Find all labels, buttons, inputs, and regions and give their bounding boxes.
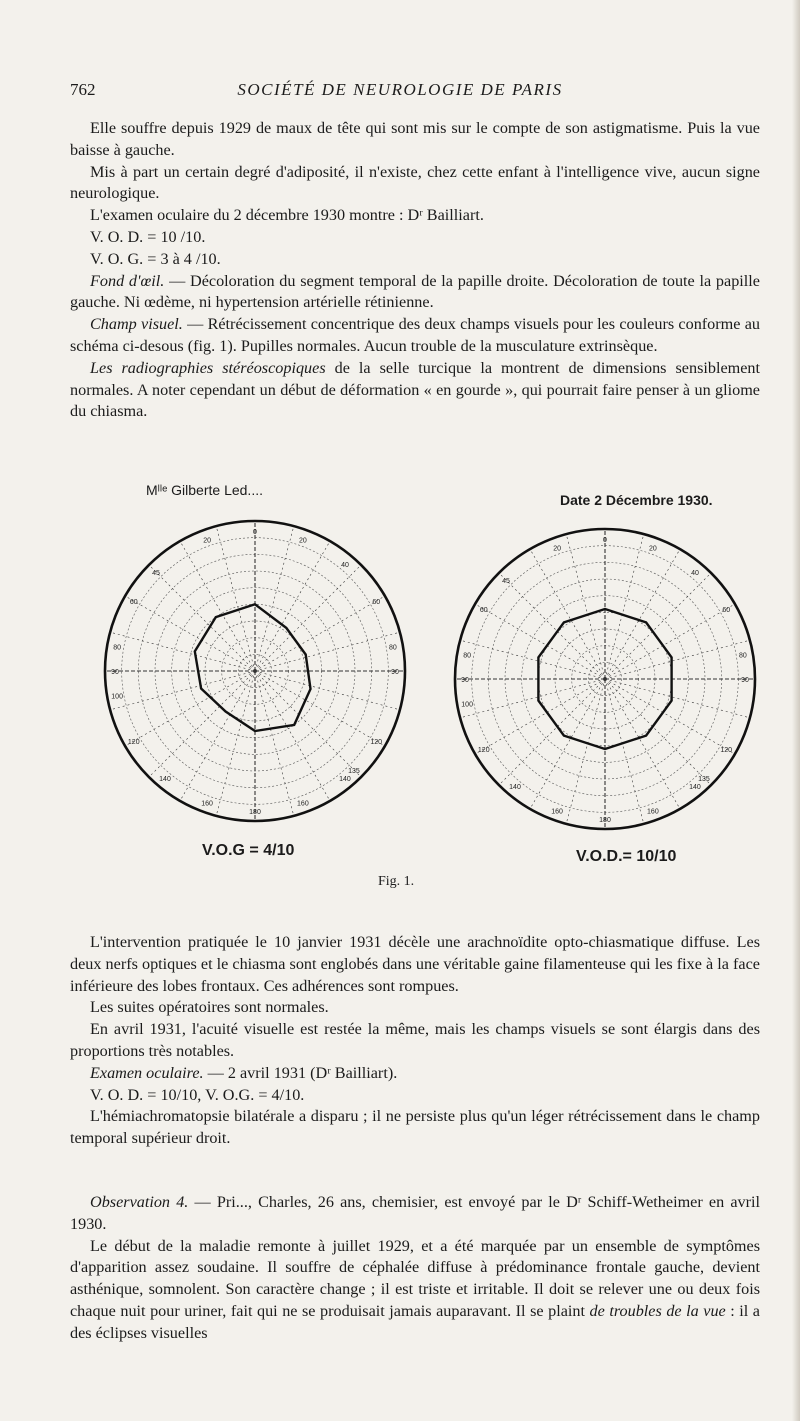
meridian-line xyxy=(216,526,255,671)
troubles-text: : il a des éclipses visuelles xyxy=(70,1301,760,1342)
meridian-line xyxy=(605,679,750,718)
paragraph: L'intervention pratiquée le 10 janvier 1931 décèle une arachnoïdite opto-chiasmatique diffuse. Les deux nerfs optiques et le chiasma sont englobés dans une véritable gaine filamenteuse qui les fixe à la face inférieure des lobes frontaux. Ces adhérences sont rompues. xyxy=(70,933,760,995)
meridian-line xyxy=(499,573,605,679)
paragraph: V. O. D. = 10 /10. xyxy=(90,227,206,246)
degree-tick-label: 90 xyxy=(741,677,749,684)
paragraph xyxy=(70,1236,760,1345)
paragraph: Elle souffre depuis 1929 de maux de tête qui sont mis sur le compte de son astigmatisme. Puis la vue baisse à gauche. xyxy=(70,119,760,159)
degree-tick-label: 160 xyxy=(297,800,309,808)
meridian-line xyxy=(255,565,361,671)
visual-field-chart-left xyxy=(90,506,420,836)
paragraph: En avril 1931, l'acuité visuelle est restée la même, mais les champs visuels se sont élargis dans des proportions très notables. xyxy=(70,1020,760,1060)
figure-visual-fields xyxy=(90,470,750,890)
degree-tick-label: 40 xyxy=(691,569,699,577)
degree-tick-label: 60 xyxy=(479,607,488,614)
champ-label: Champ visuel. xyxy=(90,315,183,334)
degree-tick-label: 40 xyxy=(341,561,349,569)
degree-tick-label: 100 xyxy=(111,693,123,701)
degree-tick-label: 45 xyxy=(502,578,510,586)
meridian-line xyxy=(460,679,605,718)
degree-tick-label: 20 xyxy=(298,537,307,545)
left-eye-acuity: V.O.G = 4/10 xyxy=(202,842,295,859)
degree-tick-label: 80 xyxy=(738,652,747,660)
degree-tick-label: 0 xyxy=(603,537,607,544)
degree-tick-label: 90 xyxy=(391,669,399,676)
degree-tick-label: 120 xyxy=(477,747,490,754)
exam-text: — 2 avril 1931 (Dʳ Bailliart). xyxy=(203,1063,398,1082)
degree-tick-label: 20 xyxy=(553,545,562,553)
degree-tick-label: 180 xyxy=(249,809,261,816)
meridian-line xyxy=(149,565,255,671)
degree-tick-label: 120 xyxy=(370,739,383,746)
fond-text: — Décoloration du segment temporal de la papille droite. Décoloration de toute la papille gauche. Ni œdème, ni hypertension artérielle rétinienne. xyxy=(70,271,760,312)
meridian-line xyxy=(605,573,711,679)
paragraph-fond xyxy=(70,271,760,315)
paragraph-radio xyxy=(70,358,760,423)
degree-tick-label: 60 xyxy=(722,607,731,614)
degree-tick-label: 140 xyxy=(689,784,701,792)
degree-tick-label: 20 xyxy=(203,537,212,545)
meridian-line xyxy=(499,679,605,785)
patient-name: Mˡˡᵉ Gilberte Led.... xyxy=(146,482,263,498)
degree-tick-label: 90 xyxy=(111,669,119,676)
page-edge-shadow xyxy=(792,0,800,1421)
text-block-top xyxy=(70,118,760,423)
degree-tick-label: 180 xyxy=(599,817,611,824)
fond-label: Fond d'œil. xyxy=(90,271,165,290)
exam-label: Examen oculaire. xyxy=(90,1063,204,1082)
degree-tick-label: 135 xyxy=(698,775,710,783)
observation-text: — Pri..., Charles, 26 ans, chemisier, est envoyé par le Dʳ Schiff-Wetheimer en avril 1930. xyxy=(70,1193,761,1233)
visual-field-chart-right xyxy=(440,514,770,844)
meridian-line xyxy=(460,640,605,679)
degree-tick-label: 20 xyxy=(648,545,657,553)
text-block-middle xyxy=(70,932,760,1150)
degree-tick-label: 80 xyxy=(388,644,397,652)
paragraph: Les suites opératoires sont normales. xyxy=(90,998,329,1017)
meridian-line xyxy=(255,671,361,777)
degree-tick-label: 160 xyxy=(201,800,213,808)
degree-tick-label: 160 xyxy=(647,808,659,816)
degree-tick-label: 80 xyxy=(463,652,472,660)
right-eye-acuity: V.O.D.= 10/10 xyxy=(576,848,677,865)
degree-tick-label: 60 xyxy=(372,599,381,606)
degree-tick-label: 100 xyxy=(461,701,473,709)
meridian-line xyxy=(605,534,644,679)
meridian-line xyxy=(605,679,711,785)
meridian-line xyxy=(216,671,255,816)
degree-tick-label: 90 xyxy=(461,677,469,684)
meridian-line xyxy=(255,671,400,710)
isopter-boundary xyxy=(195,604,311,731)
paragraph: V. O. G. = 3 à 4 /10. xyxy=(90,249,221,268)
meridian-line xyxy=(255,671,294,816)
degree-tick-label: 120 xyxy=(127,739,140,746)
degree-tick-label: 120 xyxy=(720,747,733,754)
meridian-line xyxy=(255,632,400,671)
radio-text: de la selle turcique la montrent de dimensions sensiblement normales. A noter cependant un début de déformation « en gourde », qui pourrait faire penser à un gliome du chiasma. xyxy=(70,358,761,421)
degree-tick-label: 60 xyxy=(129,599,138,606)
paragraph: Mis à part un certain degré d'adiposité, il n'existe, chez cette enfant à l'intelligence vive, aucun signe neurologique. xyxy=(70,162,760,203)
degree-tick-label: 45 xyxy=(152,570,160,578)
text-block-bottom xyxy=(70,1192,760,1345)
meridian-line xyxy=(605,679,644,824)
meridian-line xyxy=(255,541,330,671)
degree-tick-label: 135 xyxy=(348,767,360,775)
meridian-line xyxy=(605,549,680,679)
paragraph: V. O. D. = 10/10, V. O.G. = 4/10. xyxy=(90,1085,305,1104)
radio-label: Les radiographies stéréoscopiques xyxy=(90,358,326,377)
paragraph-champ xyxy=(70,314,760,358)
meridian-line xyxy=(110,671,255,710)
degree-tick-label: 80 xyxy=(113,644,122,652)
degree-tick-label: 140 xyxy=(159,776,171,784)
page-number: 762 xyxy=(70,80,96,99)
degree-tick-label: 140 xyxy=(339,776,351,784)
paragraph: L'hémiachromatopsie bilatérale a disparu ; il ne persiste plus qu'un léger rétrécissement dans le champ temporal supérieur droit. xyxy=(70,1107,760,1148)
paragraph-exam xyxy=(70,1063,760,1085)
meridian-line xyxy=(566,679,605,824)
meridian-line xyxy=(605,640,750,679)
meridian-line xyxy=(110,632,255,671)
meridian-line xyxy=(255,526,294,671)
meridian-line xyxy=(566,534,605,679)
running-title: SOCIÉTÉ DE NEUROLOGIE DE PARIS xyxy=(237,80,563,99)
troubles-label: de troubles de la vue xyxy=(589,1301,726,1320)
page-header xyxy=(70,80,730,104)
degree-tick-label: 140 xyxy=(509,784,521,792)
paragraph-text: Le début de la maladie remonte à juillet 1929, et a été marquée par un ensemble de symptômes d'apparition assez soudaine. Il souffre de céphalée diffuse à prédominance frontale gauche, devient asthénique, somnolent. Son caractère change ; il est triste et irritable. Il doit se relever une ou deux fois chaque nuit pour uriner, fait qui ne se produisait jamais auparavant. Il se plaint xyxy=(70,1236,760,1320)
degree-tick-label: 160 xyxy=(551,808,563,816)
figure-caption: Fig. 1. xyxy=(378,874,415,889)
degree-tick-label: 0 xyxy=(253,529,257,536)
exam-date: Date 2 Décembre 1930. xyxy=(560,492,713,508)
observation-label: Observation 4. xyxy=(90,1193,189,1211)
champ-text: — Rétrécissement concentrique des deux champs visuels pour les couleurs conforme au schéma ci-desous (fig. 1). Pupilles normales. Aucun trouble de la musculature extrinsèque. xyxy=(70,315,760,355)
paragraph-observation xyxy=(70,1192,760,1236)
paragraph: L'examen oculaire du 2 décembre 1930 montre : Dʳ Bailliart. xyxy=(90,206,484,225)
